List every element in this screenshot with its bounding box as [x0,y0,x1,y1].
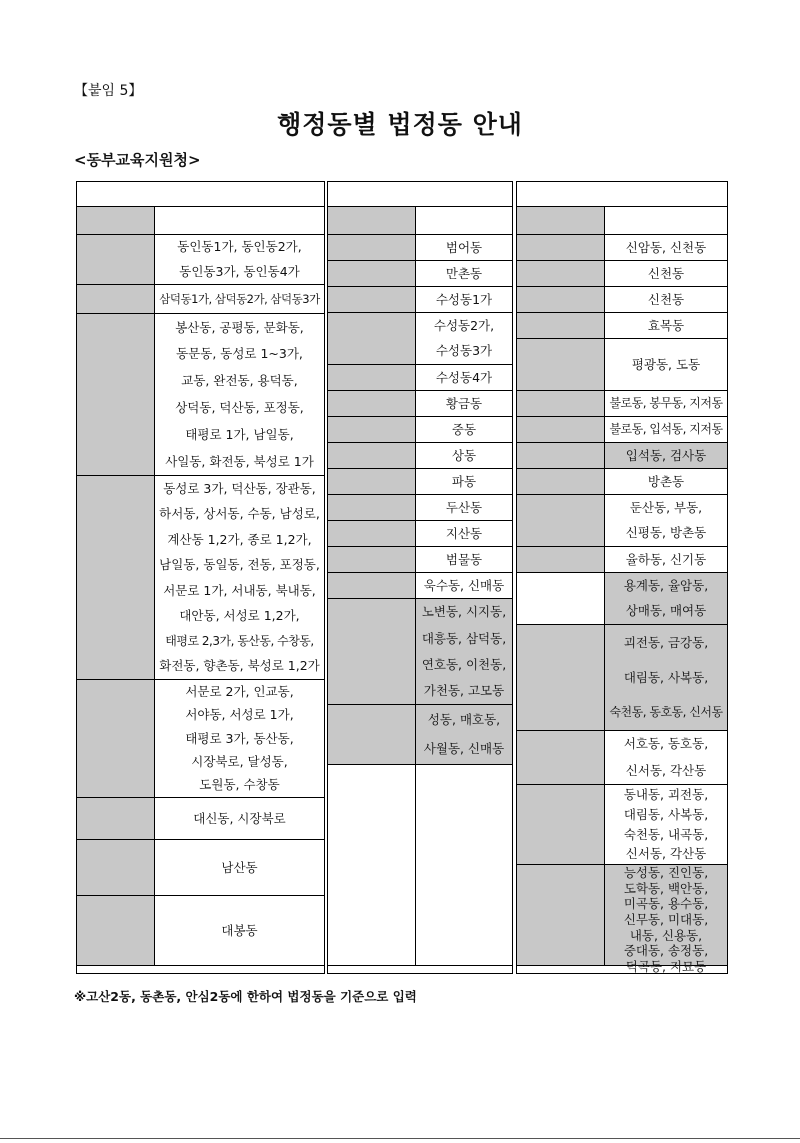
group1-admin-name [77,840,155,896]
group3-legal-names [605,495,727,547]
legal-dong-line: 황금동 [445,395,483,411]
group2-legal-names [416,287,512,313]
group1-table [76,181,325,974]
group2-admin-name [328,573,416,599]
group1-admin-col-header [77,207,155,235]
legal-dong-line: 만촌동 [445,265,483,281]
group1-admin-name [77,285,155,314]
legal-dong-line: 신서동, 각산동 [625,846,707,862]
legal-dong-line: 노변동, 시지동, [421,604,507,620]
group3-admin-name [517,625,605,731]
legal-dong-line: 동문동, 동성로 1~3가, [176,346,303,362]
group3-legal-names [605,625,727,731]
legal-dong-line: 동내동, 괴전동, [623,787,709,803]
group2-legal-names [416,365,512,391]
legal-dong-line: 수성동4가 [435,369,493,385]
group3-legal-names [605,391,727,417]
legal-dong-line: 대흥동, 삼덕동, [421,630,507,646]
legal-dong-line: 삼덕동1가, 삼덕동2가, 삼덕동3가 [159,291,320,306]
legal-dong-line: 덕곡동, 지묘동 [625,958,707,974]
group2-admin-name [328,705,416,765]
legal-dong-line: 서야동, 서성로 1가, [185,707,294,723]
group2-admin-name [328,417,416,443]
group1-legal-names [155,840,324,896]
group2-table [327,181,513,974]
group3-legal-names [605,573,727,625]
legal-dong-line: 사월동, 신매동 [423,741,505,757]
group2-legal-names [416,521,512,547]
group2-legal-names [416,495,512,521]
group1-admin-name [77,314,155,476]
group3-legal-names [605,443,727,469]
attachment-label: 【붙임 5】 [74,83,143,99]
legal-dong-line: 남일동, 동일동, 전동, 포정동, [159,557,320,573]
group3-admin-name [517,547,605,573]
group3-legal-names [605,261,727,287]
legal-dong-line: 교동, 완전동, 용덕동, [181,373,298,389]
group3-admin-name [517,287,605,313]
legal-dong-line: 신무동, 미대동, [623,911,709,927]
group2-legal-names [416,469,512,495]
legal-dong-line: 사일동, 화전동, 북성로 1가 [165,453,314,469]
legal-dong-line: 신암동, 신천동 [625,239,707,255]
group1-admin-name [77,798,155,840]
legal-dong-line: 신서동, 각산동 [625,762,707,778]
legal-dong-line: 범어동 [445,239,483,255]
group2-legal-names [416,313,512,365]
group1-legal-names [155,896,324,966]
legal-dong-line: 수성동1가 [435,291,493,307]
legal-dong-line: 방촌동 [647,473,685,489]
group3-legal-names [605,417,727,443]
legal-dong-line: 태평로 1가, 남일동, [185,426,294,442]
group3-legal-names [605,469,727,495]
group3-legal-names [605,865,727,974]
legal-dong-line: 불로동, 봉무동, 지저동 [609,396,723,410]
group2-admin-name [328,495,416,521]
group2-admin-name [328,287,416,313]
group3-legal-names [605,731,727,785]
page-bottom-rule [0,1138,800,1139]
group2-admin-name [328,235,416,261]
legal-dong-line: 용계동, 율암동, [623,577,709,593]
group3-admin-name [517,339,605,391]
legal-dong-line: 상매동, 매여동 [625,603,707,619]
group2-admin-col-header [328,207,416,235]
group2-admin-name [328,547,416,573]
group2-admin-name [328,599,416,705]
legal-dong-line: 서호동, 동호동, [623,736,709,752]
legal-dong-line: 숙천동, 동호동, 신서동 [609,705,723,720]
group2-empty-admin [328,765,416,966]
group2-admin-name [328,469,416,495]
group3-admin-name [517,731,605,785]
legal-dong-line: 계산동 1,2가, 종로 1,2가, [167,531,312,547]
group2-legal-names [416,391,512,417]
group2-legal-col-header [416,207,512,235]
group1-legal-names [155,235,324,285]
legal-dong-line: 봉산동, 공평동, 문화동, [175,319,304,335]
group1-admin-name [77,680,155,798]
group2-legal-names [416,261,512,287]
legal-dong-line: 신평동, 방촌동 [625,525,707,541]
group3-legal-col-header [605,207,727,235]
office-name: <동부교육지원청> [74,151,201,169]
legal-dong-line: 입석동, 검사동 [625,447,707,463]
group3-legal-names [605,235,727,261]
legal-dong-line: 가천동, 고모동 [423,683,505,699]
group2-legal-names [416,705,512,765]
legal-dong-line: 도학동, 백안동, [623,880,709,896]
group1-admin-name [77,235,155,285]
legal-dong-line: 상동 [451,447,477,463]
legal-dong-line: 하서동, 상서동, 수동, 남성로, [159,506,320,522]
legal-dong-line: 파동 [451,473,477,489]
legal-dong-line: 불로동, 입석동, 지저동 [609,422,723,436]
legal-dong-line: 평광동, 도동 [631,356,701,372]
legal-dong-line: 중대동, 송정동, [623,943,709,959]
legal-dong-line: 대림동, 사복동, [623,669,709,685]
group3-legal-names [605,339,727,391]
group3-admin-name [517,391,605,417]
group3-admin-name [517,573,605,625]
legal-dong-line: 지산동 [445,525,483,541]
group2-admin-name [328,443,416,469]
group1-header [77,182,324,207]
legal-dong-line: 화전동, 향촌동, 북성로 1,2가 [159,658,320,674]
legal-dong-line: 괴전동, 금강동, [623,634,709,650]
legal-dong-line: 율하동, 신기동 [625,551,707,567]
group2-legal-names [416,417,512,443]
legal-dong-line: 두산동 [445,499,483,515]
group3-legal-names [605,785,727,865]
group3-admin-name [517,235,605,261]
legal-dong-line: 상덕동, 덕산동, 포정동, [175,400,304,416]
legal-dong-line: 시장북로, 달성동, [191,754,288,770]
legal-dong-line: 범물동 [445,551,483,567]
legal-dong-line: 서문로 2가, 인교동, [185,683,294,699]
group3-admin-name [517,865,605,966]
legal-dong-line: 수성동2가, [433,317,495,333]
legal-dong-line: 미곡동, 용수동, [623,896,709,912]
group2-admin-name [328,365,416,391]
group1-legal-names [155,476,324,680]
legal-dong-line: 능성동, 진인동, [623,865,709,880]
group3-table [516,181,728,974]
group2-admin-name [328,313,416,365]
group3-admin-name [517,417,605,443]
group1-admin-name [77,476,155,680]
group2-admin-name [328,261,416,287]
group1-legal-names [155,680,324,798]
legal-dong-line: 숙천동, 내곡동, [623,826,709,842]
group2-legal-names [416,235,512,261]
legal-dong-line: 신천동 [647,291,685,307]
legal-dong-line: 서문로 1가, 서내동, 북내동, [163,582,316,598]
legal-dong-line: 연호동, 이천동, [421,656,507,672]
legal-dong-line: 중동 [451,421,477,437]
group3-header [517,182,727,207]
group3-admin-name [517,785,605,865]
group3-legal-names [605,287,727,313]
group2-legal-names [416,547,512,573]
group3-admin-name [517,261,605,287]
group1-legal-names [155,314,324,476]
group1-legal-names [155,285,324,314]
group2-admin-name [328,521,416,547]
group1-legal-col-header [155,207,324,235]
legal-dong-line: 도원동, 수창동 [199,777,280,793]
group2-legal-names [416,443,512,469]
legal-dong-line: 태평로 3가, 동산동, [185,730,294,746]
group2-empty-legal [416,765,512,966]
group3-admin-name [517,469,605,495]
group1-admin-name [77,896,155,966]
page-title: 행정동별 법정동 안내 [277,110,523,139]
group1-legal-names [155,798,324,840]
legal-dong-line: 효목동 [647,317,685,333]
group3-legal-names [605,547,727,573]
legal-dong-line: 동성로 3가, 덕산동, 장관동, [163,480,316,496]
legal-dong-line: 둔산동, 부동, [629,499,703,515]
legal-dong-line: 대신동, 시장북로 [193,810,286,826]
legal-dong-line: 동인동1가, 동인동2가, [177,239,302,255]
legal-dong-line: 대림동, 사복동, [623,806,709,822]
legal-dong-line: 동인동3가, 동인동4가 [179,263,300,279]
group3-legal-names [605,313,727,339]
legal-dong-line: 내동, 신용동, [629,927,703,943]
footnote: ※고산2동, 동촌동, 안심2동에 한하여 법정동을 기준으로 입력 [74,989,417,1004]
legal-dong-line: 대안동, 서성로 1,2가, [179,608,300,624]
group3-admin-name [517,443,605,469]
group3-admin-name [517,313,605,339]
group2-legal-names [416,599,512,705]
legal-dong-line: 수성동3가 [435,343,493,359]
legal-dong-line: 욱수동, 신매동 [423,577,505,593]
group3-admin-col-header [517,207,605,235]
legal-dong-line: 성동, 매호동, [427,711,501,727]
group2-admin-name [328,391,416,417]
group2-header [328,182,512,207]
legal-dong-line: 남산동 [221,859,258,875]
group3-admin-name [517,495,605,547]
group2-legal-names [416,573,512,599]
legal-dong-line: 신천동 [647,265,685,281]
legal-dong-line: 대봉동 [221,922,258,938]
legal-dong-line: 태평로 2,3가, 동산동, 수창동, [165,633,314,648]
